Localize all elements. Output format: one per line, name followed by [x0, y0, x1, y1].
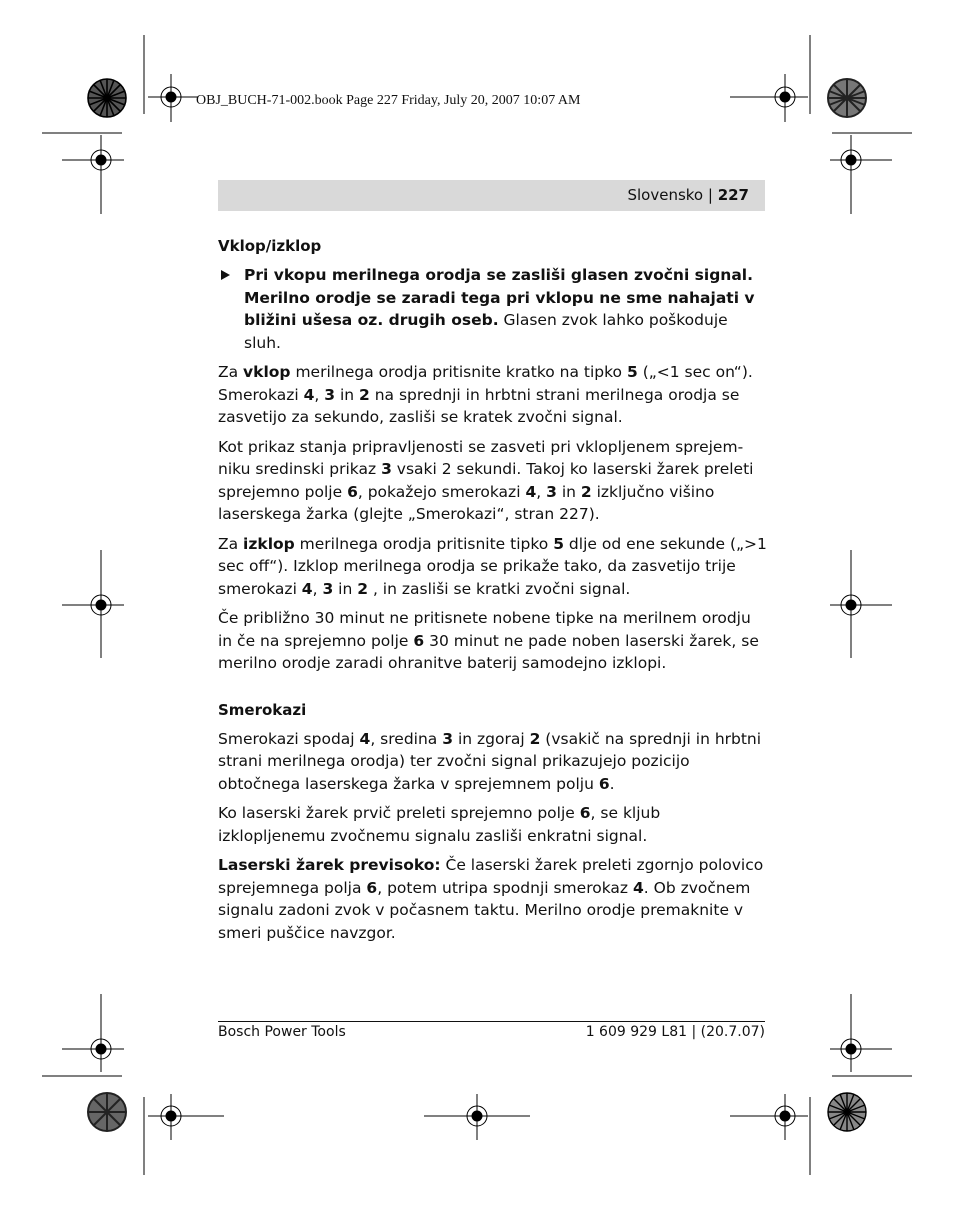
- registration-mark-mid-left: [62, 550, 124, 658]
- emphasis-text: 2: [359, 385, 370, 404]
- body-text: in: [335, 385, 359, 404]
- heading-vklop-izklop: Vklop/izklop: [218, 237, 322, 255]
- registration-mark-lower-right: [830, 994, 892, 1072]
- emphasis-text: 4: [301, 579, 313, 598]
- body-text: , se kljub izklopljenemu zvočnemu signalu zasliši enkratni signal.: [218, 804, 661, 845]
- body-text: Ko laserski žarek prvič preleti sprejemno polje: [218, 804, 580, 822]
- footer-brand: Bosch Power Tools: [218, 1024, 346, 1040]
- body-text: („<1 sec on“). Smerokazi: [218, 363, 753, 404]
- emphasis-text: 6: [598, 774, 610, 793]
- body-text: na sprednji in hrbtni strani merilnega orodja se zasvetijo za sekundo, zasliši se kratek zvočni signal.: [218, 385, 740, 426]
- body-text: in: [556, 482, 581, 501]
- body-text: Če približno 30 minut ne pritisnete nobene tipke na merilnem orodju in če na sprejemno polje: [218, 609, 751, 650]
- body-text: Za: [218, 534, 244, 553]
- body-text: Za: [218, 363, 244, 381]
- body-text: , sredina: [370, 729, 443, 748]
- body-text: , in zasliši se kratki zvočni signal.: [368, 579, 631, 598]
- warning-bold: Pri vkopu merilnega orodja se zasliši glasen zvočni signal. Merilno orodje se zaradi tega pri vklopu ne sme nahajati v bližini ušesa oz. drugih oseb.: [244, 266, 755, 329]
- registration-mark-top-left: [148, 74, 198, 122]
- emphasis-text: 4: [525, 482, 537, 501]
- emphasis-text: 3: [381, 460, 392, 478]
- paragraph: [218, 728, 768, 796]
- registration-mark-bottom-left: [148, 1094, 224, 1140]
- body-text: izključno višino laserskega žarka (glejte „Smerokazi“, stran 227).: [218, 482, 715, 523]
- emphasis-text: Laserski žarek previsoko:: [218, 856, 441, 874]
- body-text: Kot prikaz stanja pripravljenosti se zasveti pri vklopljenem sprejemniku sredinski prikaz: [218, 437, 744, 478]
- body-text: , pokažejo smerokazi: [357, 482, 526, 501]
- paragraph: [218, 802, 768, 847]
- emphasis-text: 6: [347, 482, 358, 501]
- header-language: Slovensko: [627, 186, 704, 204]
- emphasis-text: 3: [324, 385, 336, 404]
- print-slug: OBJ_BUCH-71-002.book Page 227 Friday, July 20, 2007 10:07 AM: [196, 93, 581, 108]
- emphasis-text: 3: [442, 729, 454, 748]
- color-wheel-top-right: [828, 79, 866, 117]
- registration-mark-top-right: [730, 74, 808, 122]
- footer-doc-number: 1 609 929 L81 | (20.7.07): [585, 1024, 765, 1040]
- registration-mark-bottom-center: [424, 1094, 530, 1140]
- body-text: Če laserski žarek preleti zgornjo polovico sprejemnega polja: [218, 856, 764, 897]
- emphasis-text: 5: [553, 534, 564, 553]
- page-number: 227: [717, 186, 749, 204]
- emphasis-text: 2: [529, 729, 541, 748]
- body-text: . Ob zvočnem signalu zadoni zvok v počasnem taktu. Merilno orodje premaknite v smeri puščice navzgor.: [218, 878, 751, 942]
- body-text: in zgoraj: [453, 729, 530, 748]
- color-wheel-bottom-left: [88, 1093, 126, 1131]
- heading-smerokazi: Smerokazi: [218, 700, 307, 719]
- body-text: ,: [536, 482, 547, 501]
- emphasis-text: 6: [579, 804, 591, 822]
- warning-normal: Glasen zvok lahko poškoduje sluh.: [244, 311, 728, 352]
- emphasis-text: 4: [359, 729, 371, 748]
- paragraph: [218, 436, 768, 526]
- body-text: in: [333, 579, 358, 598]
- paragraph: [218, 854, 768, 944]
- emphasis-text: 3: [546, 482, 557, 501]
- registration-mark-mid-right: [830, 550, 892, 658]
- emphasis-text: 6: [366, 878, 378, 897]
- body-text: merilnega orodja pritisnite kratko na tipko: [290, 363, 627, 381]
- emphasis-text: 3: [322, 579, 334, 598]
- header-separator: |: [703, 186, 718, 204]
- emphasis-text: 6: [413, 631, 425, 650]
- body-text: dlje od ene sekunde („>1 sec off“). Izklop merilnega orodja se prikaže tako, da zasvetijo trije smerokazi: [218, 534, 767, 598]
- registration-mark-bottom-right: [730, 1094, 808, 1140]
- emphasis-text: 5: [626, 363, 638, 381]
- color-wheel-top-left: [88, 79, 126, 117]
- registration-mark-lower-left: [62, 994, 124, 1072]
- emphasis-text: 4: [303, 385, 315, 404]
- body-text: , potem utripa spodnji smerokaz: [377, 878, 633, 897]
- body-text: Smerokazi spodaj: [218, 729, 360, 748]
- body-text: ,: [312, 579, 323, 598]
- body-text: 30 minut ne pade noben laserski žarek, se merilno orodje zaradi ohranitve baterij samodejno izklopi.: [218, 631, 759, 672]
- emphasis-text: vklop: [243, 363, 291, 381]
- main-content: [218, 235, 768, 951]
- emphasis-text: 2: [357, 579, 369, 598]
- registration-mark-upper-right: [830, 135, 892, 214]
- body-text: vsaki 2 sekundi. Takoj ko laserski žarek preleti sprejemno polje: [218, 460, 754, 501]
- body-text: merilnega orodja pritisnite tipko: [294, 534, 554, 553]
- color-wheel-bottom-right: [828, 1093, 866, 1131]
- body-text: (vsakič na sprednji in hrbtni strani merilnega orodja) ter zvočni signal prikazujejo pozicijo obtočnega laserskega žarka v sprejemnem polju: [218, 729, 762, 793]
- header-text: [627, 186, 749, 204]
- registration-mark-upper-left: [62, 135, 124, 214]
- paragraph: [218, 361, 768, 429]
- emphasis-text: 4: [632, 878, 644, 897]
- body-text: .: [609, 774, 615, 793]
- footer-rule: [218, 1021, 765, 1022]
- emphasis-text: izklop: [243, 534, 295, 553]
- warning-triangle-icon: [221, 270, 230, 280]
- emphasis-text: 2: [580, 482, 592, 501]
- warning-notice: [218, 264, 768, 354]
- paragraph: [218, 533, 768, 601]
- paragraph: [218, 607, 768, 675]
- running-header: [218, 180, 765, 211]
- body-text: ,: [314, 385, 325, 404]
